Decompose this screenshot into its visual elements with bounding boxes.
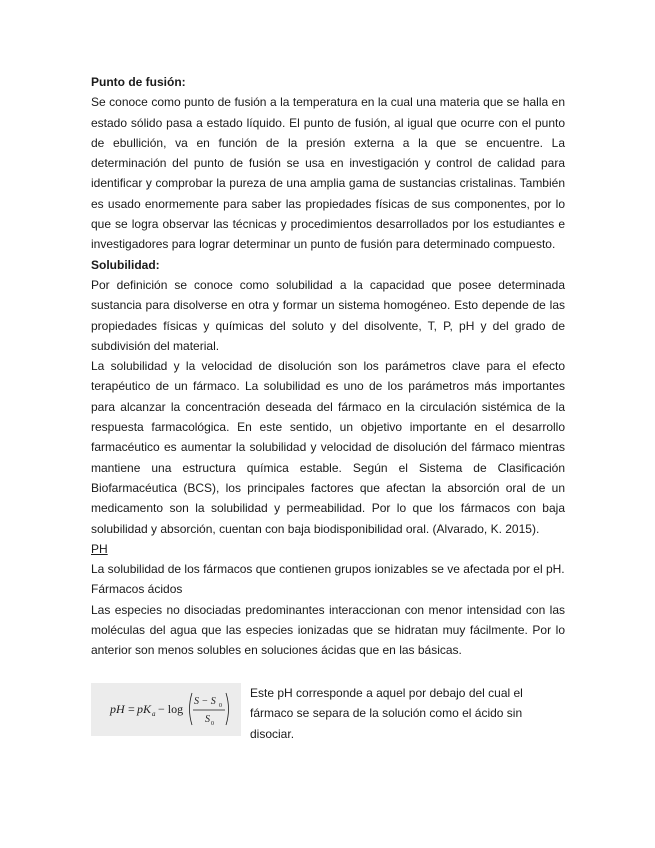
- formula-right-paren: [226, 693, 229, 725]
- formula-pk: pK: [137, 702, 152, 716]
- formula-pk-subscript: a: [152, 710, 156, 718]
- heading-solubilidad: Solubilidad:: [91, 257, 160, 272]
- formula-equals: =: [128, 702, 135, 716]
- paragraph-punto-de-fusion: Se conoce como punto de fusión a la temperatura en la cual una materia que se halla en estado sólido pasa a estado líquido. El punto de fusión, al igual que ocurre con el punto de ebullición, va en función de la presión externa a la que se encuentre. La determinación del punto de fusión se usa en investigación y control de calidad para identificar y comprobar la pureza de una amplia gama de sustancias cristalinas. También es usado enormemente para saber las propiedades físicas de sus componentes, por lo que se logra observar las técnicas y procedimientos desarrollados por los estudiantes e investigadores para lograr determinar un punto de fusión para determinado compuesto.: [91, 95, 565, 252]
- subheading-farmacos-acidos: Fármacos ácidos: [91, 582, 183, 597]
- formula-numerator-subscript: 0: [219, 703, 222, 709]
- paragraph-ph: La solubilidad de los fármacos que contienen grupos ionizables se ve afectada por el pH.: [91, 562, 565, 577]
- formula-numerator: S − S: [194, 696, 216, 707]
- heading-punto-de-fusion: Punto de fusión:: [91, 75, 186, 89]
- formula-left-paren: [190, 693, 193, 725]
- paragraph-solubilidad-farmaco: La solubilidad y la velocidad de disolución son los parámetros clave para el efecto terapéutico de un fármaco. La solubilidad es uno de los parámetros más importantes para alcanzar la concentración deseada del fármaco en la circulación sistémica de la respuesta farmacológica. En este sentido, un objetivo importante en el desarrollo farmacéutico es aumentar la solubilidad y velocidad de disolución del fármaco mientras mantiene una estructura química estable. Según el Sistema de Clasificación Biofarmacéutica (BCS), los principales factores que afectan la absorción oral de un medicamento son la solubilidad y permeabilidad. Por lo que los fármacos con baja solubilidad y absorción, cuentan con baja biodisponibilidad oral. (Alvarado, K. 2015).: [91, 359, 565, 536]
- formula-caption: Este pH corresponde a aquel por debajo del cual el fármaco se separa de la solución como el ácido sin disociar.: [250, 686, 523, 741]
- formula-denominator-subscript: 0: [211, 721, 214, 727]
- document-page: [91, 72, 565, 661]
- paragraph-farmacos-acidos: Las especies no disociadas predominantes interaccionan con menor intensidad con las moléculas del agua que las especies ionizadas que se hidratan muy fácilmente. Por lo anterior son menos solubles en soluciones ácidas que en las básicas.: [91, 602, 565, 658]
- formula-block: [91, 683, 565, 741]
- formula-denominator: S: [205, 714, 210, 725]
- paragraph-solubilidad-definicion: Por definición se conoce como solubilidad a la capacidad que posee determinada sustancia para disolverse en otra y formar un sistema homogéneo. Esto depende de las propiedades físicas y químicas del soluto y del disolvente, T, P, pH y del grado de subdivisión del material.: [91, 277, 565, 353]
- formula-equation: [91, 683, 241, 736]
- formula-minus-log: − log: [158, 702, 184, 716]
- heading-ph: PH: [91, 541, 108, 556]
- formula-image: [91, 683, 241, 736]
- formula-lhs: pH: [110, 702, 125, 716]
